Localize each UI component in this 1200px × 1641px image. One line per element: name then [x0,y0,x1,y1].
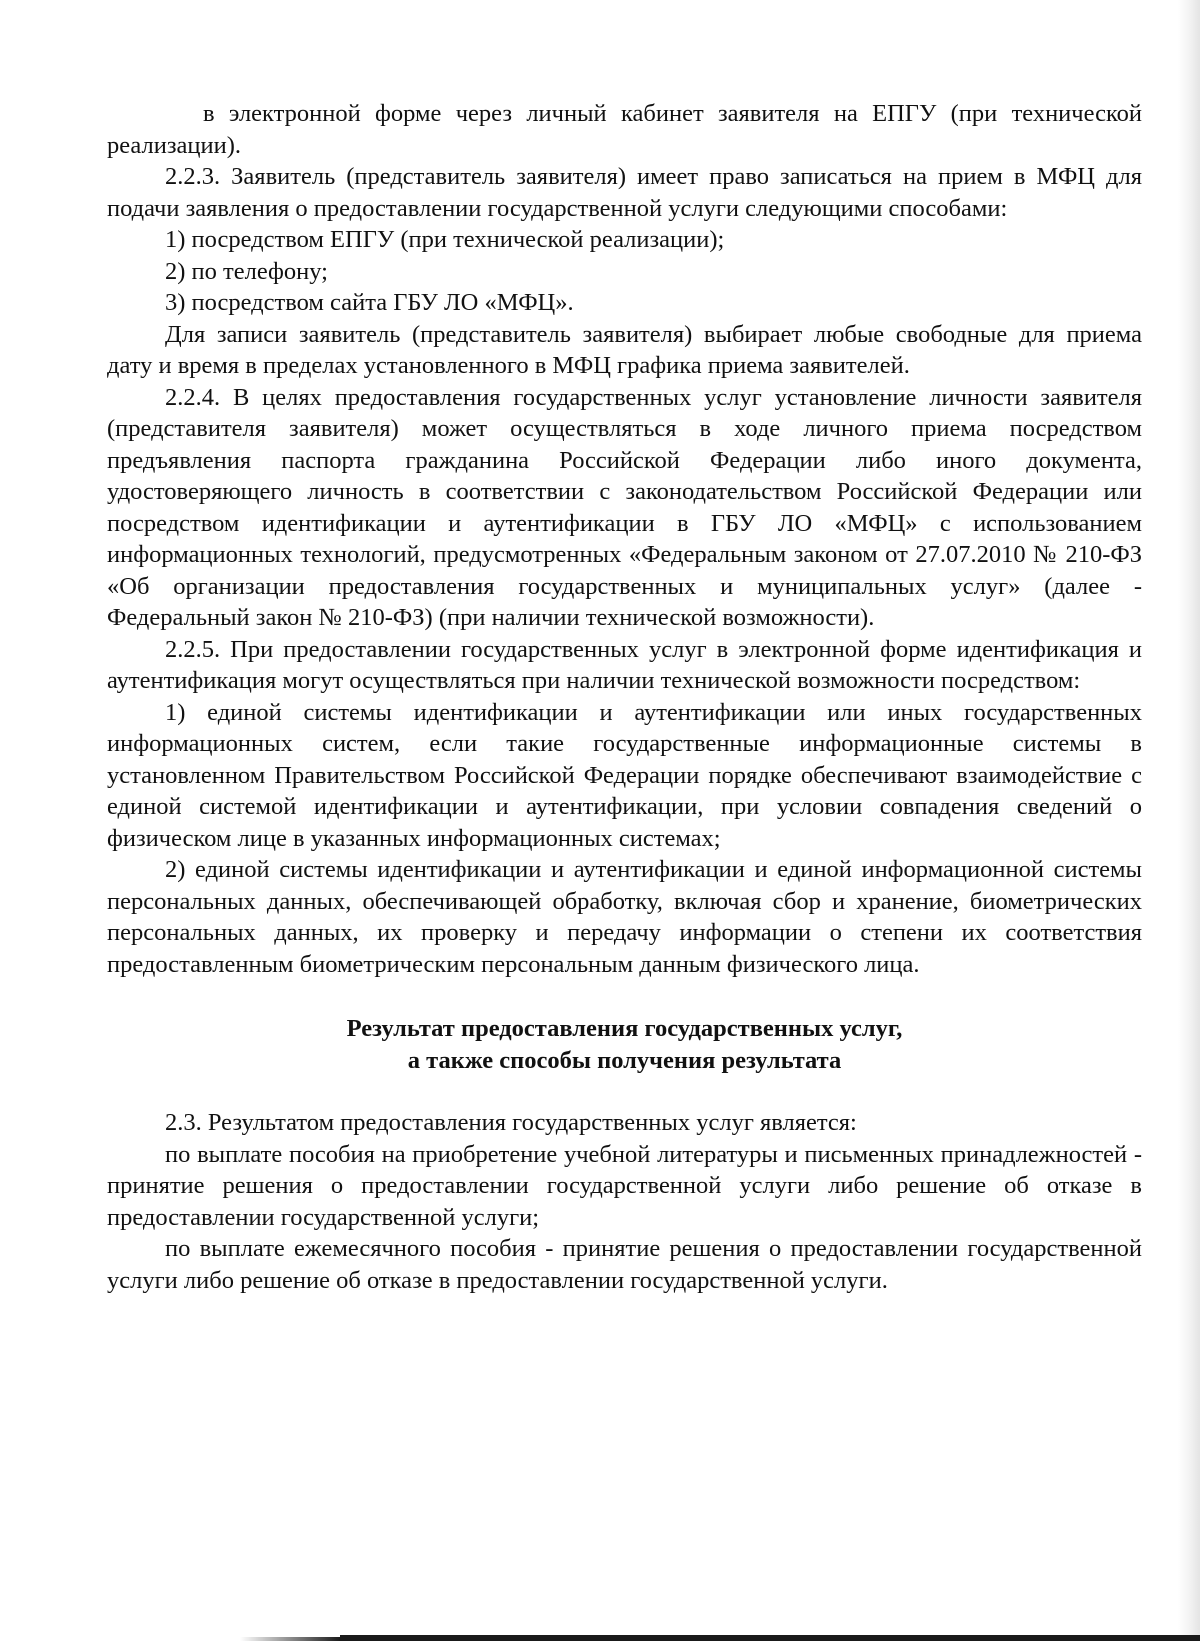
paragraph-2-2-5: 2.2.5. При предоставлении государственных услуг в электронной форме идентификация и аутентификация могут осуществляться при наличии технической возможности посредством: [107,635,1142,694]
list-item-phone: 2) по телефону; [165,257,328,285]
paragraph-electronic-form: в электронной форме через личный кабинет заявителя на ЕПГУ (при технической реализации). [107,100,1142,159]
scan-bottom-edge-fade [240,1637,340,1641]
paragraph-textbook-allowance: по выплате пособия на приобретение учебной литературы и письменных принадлежностей - принятие решения о предоставлении государственной услуги либо решение об отказе в предоставлении государственной услуги; [107,1140,1142,1231]
paragraph-2-2-4: 2.2.4. В целях предоставления государственных услуг установление личности заявителя (представителя заявителя) может осуществляться в ходе личного приема посредством предъявления паспорта гражданина Российской Федерации либо иного документа, удостоверяющего личность в соответствии с законодательством Российской Федерации или посредством идентификации и аутентификации в ГБУ ЛО «МФЦ» с использованием информационных технологий, предусмотренных «Федеральным законом от 27.07.2010 № 210-ФЗ «Об организации предоставления государственных и муниципальных услуг» (далее - Федеральный закон № 210-ФЗ) (при наличии технической возможности). [107,383,1142,631]
list-item-epgu: 1) посредством ЕПГУ (при технической реализации); [165,226,725,253]
list-item-mfc-site: 3) посредством сайта ГБУ ЛО «МФЦ». [165,289,574,316]
section-heading-line-1: Результат предоставления государственных услуг, [346,1015,903,1042]
scan-page-edge [1178,0,1200,1641]
scan-bottom-edge [340,1635,1200,1641]
paragraph-2-3: 2.3. Результатом предоставления государственных услуг является: [165,1109,857,1136]
paragraph-2-2-3: 2.2.3. Заявитель (представитель заявителя) имеет право записаться на прием в МФЦ для подачи заявления о предоставлении государственной услуги следующими способами: [107,163,1142,222]
paragraph-monthly-allowance: по выплате ежемесячного пособия - принятие решения о предоставлении государственной услуги либо решение об отказе в предоставлении государственной услуги. [107,1235,1142,1294]
section-heading [107,1013,1142,1076]
paragraph-appointment: Для записи заявитель (представитель заявителя) выбирает любые свободные для приема дату и время в пределах установленного в МФЦ графика приема заявителей. [107,320,1142,379]
document-page [107,98,1142,1296]
list-item-esia: 1) единой системы идентификации и аутентификации или иных государственных информационных систем, если такие государственные информационные системы в установленном Правительством Российской Федерации порядке обеспечивают взаимодействие с единой системой идентификации и аутентификации, при условии совпадения сведений о физическом лице в указанных информационных системах; [107,698,1142,852]
section-heading-line-2: а также способы получения результата [407,1046,842,1074]
list-item-biometrics: 2) единой системы идентификации и аутентификации и единой информационной системы персональных данных, обеспечивающей обработку, включая сбор и хранение, биометрических персональных данных, их проверку и передачу информации о степени их соответствия предоставленным биометрическим персональным данным физического лица. [107,856,1142,978]
